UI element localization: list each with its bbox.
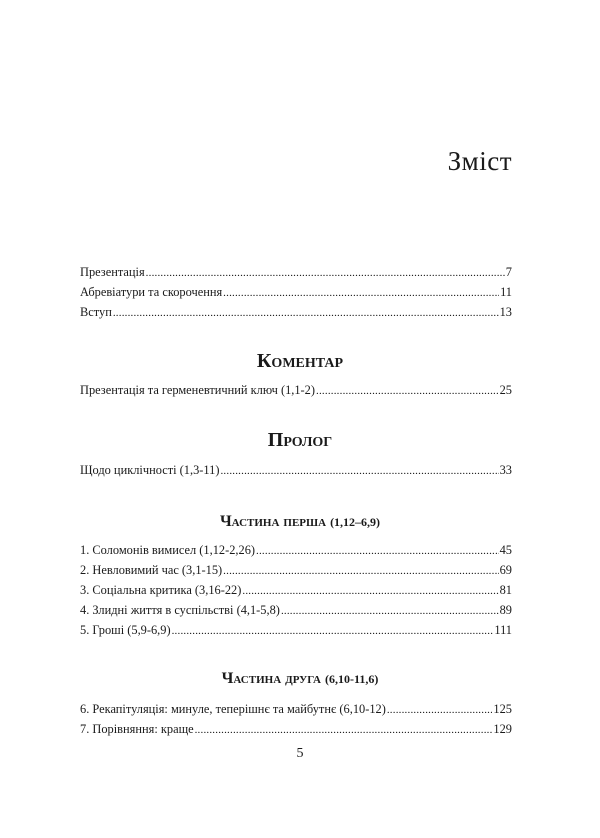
toc-leader: [172, 621, 494, 641]
toc-leader: [281, 601, 499, 621]
toc-entry-title: Абревіатури та скорочення: [80, 285, 223, 299]
toc-entry-title: Щодо циклічності (1,3-11): [80, 463, 220, 477]
toc-entry-title: 3. Соціальна критика (3,16-22): [80, 583, 242, 597]
toc-entry-title: 4. Злидні життя в суспільстві (4,1-5,8): [80, 603, 280, 617]
toc-leader: [146, 263, 505, 283]
toc-commentary-section: [80, 380, 512, 400]
toc-entry: [80, 282, 512, 302]
toc-entry-title: 6. Рекапітуляція: минуле, теперішнє та майбутнє (6,10-12): [80, 702, 386, 716]
toc-entry-title: Вступ: [80, 305, 112, 319]
section-heading-prologue: Пролог: [267, 429, 333, 451]
toc-part-two-section: [80, 699, 512, 739]
section-heading-part-one: [0, 513, 600, 531]
toc-leader: [223, 561, 498, 581]
toc-entry: [80, 699, 512, 719]
toc-entry: [80, 302, 512, 322]
toc-entry-title: 7. Порівняння: краще: [80, 722, 194, 736]
toc-entry-page: 7: [505, 265, 512, 279]
toc-leader: [316, 381, 499, 401]
toc-entry-page: 89: [499, 603, 512, 617]
toc-entry-page: 13: [499, 305, 512, 319]
part-one-title: Частина перша: [219, 513, 327, 530]
section-heading-part-two: [0, 670, 600, 688]
toc-entry-page: 11: [500, 285, 512, 299]
page-title: Зміст: [447, 146, 512, 176]
toc-entry: [80, 460, 512, 480]
toc-entry: [80, 380, 512, 400]
toc-entry-title: Презентація та герменевтичний ключ (1,1-2): [80, 383, 316, 397]
toc-leader: [220, 461, 498, 481]
toc-leader: [242, 581, 498, 601]
toc-entry-title: 2. Невловимий час (3,1-15): [80, 563, 223, 577]
toc-entry-title: Презентація: [80, 265, 145, 279]
toc-prologue-section: [80, 460, 512, 480]
section-heading-commentary: Коментар: [256, 350, 344, 372]
toc-entry: [80, 540, 512, 560]
toc-leader: [256, 541, 499, 561]
part-two-title: Частина друга: [221, 670, 321, 687]
toc-entry: [80, 620, 512, 640]
toc-entry-page: 81: [499, 583, 512, 597]
toc-entry: [80, 600, 512, 620]
toc-leader: [223, 283, 499, 303]
toc-leader: [113, 303, 499, 323]
toc-leader: [387, 700, 493, 720]
toc-entry-title: 5. Гроші (5,9-6,9): [80, 623, 171, 637]
part-one-range: (1,12–6,9): [330, 515, 381, 529]
toc-entry-page: 111: [494, 623, 512, 637]
toc-entry: [80, 580, 512, 600]
toc-entry-page: 45: [499, 543, 512, 557]
toc-entry: [80, 262, 512, 282]
toc-front-section: [80, 262, 512, 322]
toc-entry-title: 1. Соломонів вимисел (1,12-2,26): [80, 543, 256, 557]
toc-part-one-section: [80, 540, 512, 640]
toc-entry-page: 25: [499, 383, 512, 397]
toc-entry: [80, 719, 512, 739]
toc-entry-page: 125: [493, 702, 512, 716]
toc-leader: [195, 720, 493, 740]
page-number: 5: [296, 746, 304, 761]
toc-entry: [80, 560, 512, 580]
part-two-range: (6,10-11,6): [324, 672, 379, 686]
toc-entry-page: 69: [499, 563, 512, 577]
toc-entry-page: 33: [499, 463, 512, 477]
toc-entry-page: 129: [493, 722, 512, 736]
